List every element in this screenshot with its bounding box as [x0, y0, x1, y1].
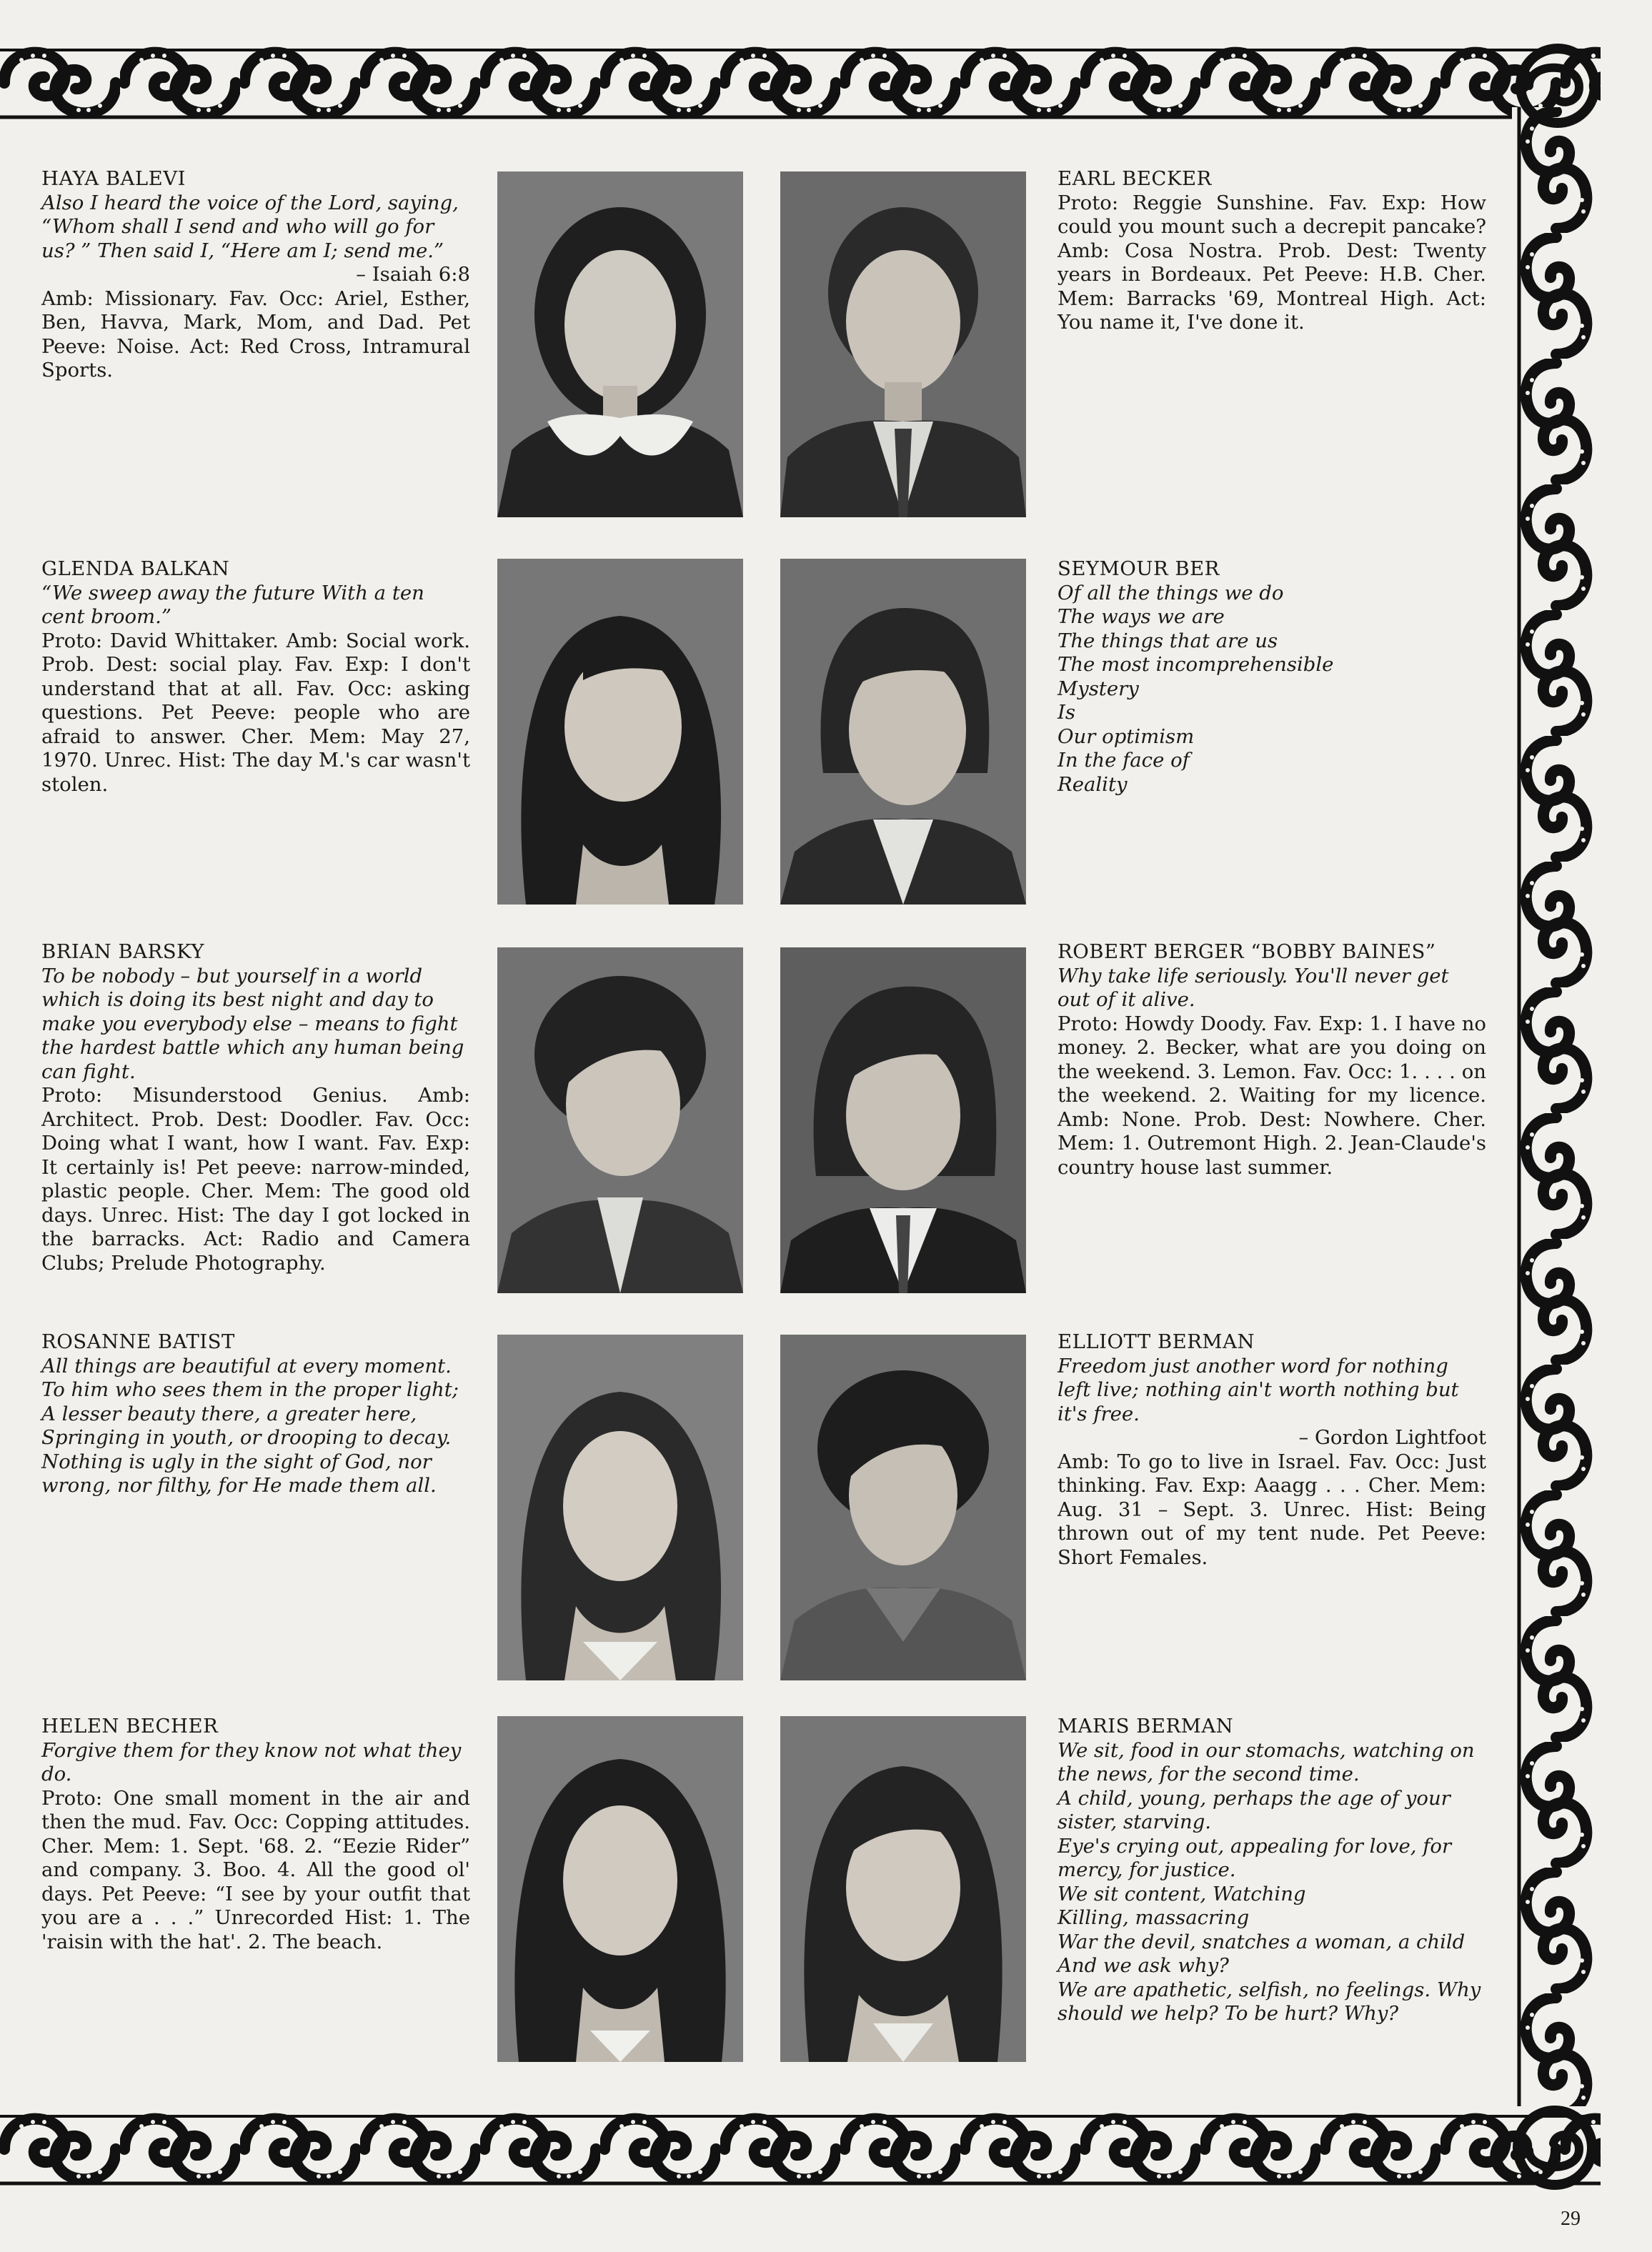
student-details: Amb: To go to live in Israel. Fav. Occ: Just thinking. Fav. Exp: Aaagg . . . Cher. Mem: Aug. 31 – Sept. 3. Unrec. Hist: Being thrown out of my tent nude. Pet Peeve: Short Females. [1058, 1450, 1486, 1569]
entry-helen-becher [41, 1715, 470, 1954]
entry-earl-becker [1058, 167, 1486, 335]
quote-line: And we ask why? [1058, 1954, 1229, 1977]
quote-line: Eye's crying out, appealing for love, for mercy, for justice. [1058, 1834, 1452, 1881]
student-quote: To be nobody – but yourself in a world which is doing its best night and day to make you everybody else – means to fight the hardest battle which any human being can fight. [41, 964, 464, 1083]
entry-rosanne-batist [41, 1330, 470, 1498]
student-name: ROBERT BERGER “BOBBY BAINES” [1058, 940, 1436, 963]
student-name: ELLIOTT BERMAN [1058, 1330, 1255, 1353]
ornamental-border-top [0, 40, 1601, 126]
quote-line: Reality [1058, 772, 1128, 796]
student-quote: Also I heard the voice of the Lord, saying, “Whom shall I send and who will go for us? ” Then said I, “Here am I; send me.” [41, 191, 459, 262]
entry-seymour-ber [1058, 557, 1486, 797]
student-name: GLENDA BALKAN [41, 557, 230, 580]
student-quote: Forgive them for they know not what they do. [41, 1738, 462, 1785]
quote-attribution: – Gordon Lightfoot [1298, 1426, 1486, 1449]
student-details: Proto: Misunderstood Genius. Amb: Architect. Prob. Dest: Doodler. Fav. Occ: Doing what I want, how I want. Fav. Exp: It certainly is! Pet peeve: narrow-minded, plastic people. Cher. Mem: The good old days. Unrec. Hist: The day I got locked in the barracks. Act: Radio and Camera Clubs; Prelude Photography. [41, 1084, 470, 1275]
portrait-photo [497, 559, 743, 905]
student-name: EARL BECKER [1058, 167, 1212, 190]
student-quote [1058, 1739, 1486, 2026]
entry-maris-berman [1058, 1715, 1486, 2026]
entry-glenda-balkan [41, 557, 470, 797]
student-name: SEYMOUR BER [1058, 557, 1220, 580]
entry-haya-balevi [41, 167, 470, 383]
student-quote: Freedom just another word for nothing left live; nothing ain't worth nothing but it's free. [1058, 1354, 1459, 1425]
corner-flourish-top-right [1501, 36, 1608, 143]
portrait-photo [780, 559, 1026, 905]
student-details: Amb: Missionary. Fav. Occ: Ariel, Esther, Ben, Havva, Mark, Mom, and Dad. Pet Peeve: Noise. Act: Red Cross, Intramural Sports. [41, 287, 470, 382]
student-details: Proto: One small moment in the air and then the mud. Fav. Occ: Copping attitudes. Cher. Mem: 1. Sept. '68. 2. “Eezie Rider” and company. 3. Boo. 4. All the good ol' days. Pet Peeve: “I see by your outfit that you are a . . .” Unrecorded Hist: 1. The 'raisin with the hat'. 2. The beach. [41, 1786, 470, 1953]
quote-line: The ways we are [1058, 605, 1225, 628]
quote-line: Killing, massacring [1058, 1906, 1250, 1929]
student-name: HAYA BALEVI [41, 167, 186, 190]
ornamental-border-right [1512, 107, 1601, 2122]
quote-line: We sit content, Watching [1058, 1882, 1306, 1905]
student-quote: “We sweep away the future With a ten cent broom.” [41, 581, 424, 628]
portrait-photo [780, 171, 1026, 517]
portrait-photo [497, 947, 743, 1293]
quote-line: In the face of [1058, 749, 1190, 772]
ornamental-border-bottom [0, 2106, 1601, 2192]
quote-attribution: – Isaiah 6:8 [356, 263, 470, 286]
student-quote [1058, 582, 1486, 797]
entry-robert-berger [1058, 940, 1486, 1180]
quote-line: The things that are us [1058, 629, 1278, 652]
quote-line: War the devil, snatches a woman, a child [1058, 1930, 1466, 1953]
quote-line: Is [1058, 701, 1075, 724]
corner-flourish-bottom-right [1501, 2093, 1608, 2201]
student-name: HELEN BECHER [41, 1715, 219, 1738]
quote-line: Mystery [1058, 677, 1139, 700]
quote-line: Of all the things we do [1058, 581, 1284, 604]
portrait-photo [497, 1716, 743, 2062]
student-quote: Why take life seriously. You'll never get out of it alive. [1058, 964, 1449, 1011]
quote-line: We sit, food in our stomachs, watching on the news, for the second time. [1058, 1738, 1475, 1785]
student-quote: All things are beautiful at every moment. To him who sees them in the proper light; A lesser beauty there, a greater here, Springing in youth, or drooping to decay. Nothing is ugly in the sight of God, nor wrong, nor filthy, for He made them all. [41, 1354, 459, 1497]
portrait-photo [497, 171, 743, 517]
student-name: BRIAN BARSKY [41, 940, 205, 963]
portrait-photo [497, 1335, 743, 1680]
quote-line: A child, young, perhaps the age of your sister, starving. [1058, 1786, 1451, 1833]
student-details: Proto: David Whittaker. Amb: Social work. Prob. Dest: social play. Fav. Exp: I don't understand that at all. Fav. Occ: asking questions. Pet Peeve: people who are afraid to answer. Cher. Mem: May 27, 1970. Unrec. Hist: The day M.'s car wasn't stolen. [41, 629, 470, 796]
portrait-photo [780, 1335, 1026, 1680]
page-number: 29 [1561, 2208, 1581, 2230]
portrait-photo [780, 947, 1026, 1293]
student-details: Proto: Reggie Sunshine. Fav. Exp: How could you mount such a decrepit pancake? Amb: Cosa Nostra. Prob. Dest: Twenty years in Bordeaux. Pet Peeve: H.B. Cher. Mem: Barracks '69, Montreal High. Act: You name it, I've done it. [1058, 191, 1486, 334]
quote-line: Our optimism [1058, 724, 1195, 748]
portrait-photo [780, 1716, 1026, 2062]
quote-line: We are apathetic, selfish, no feelings. Why should we help? To be hurt? Why? [1058, 1978, 1481, 2025]
student-name: ROSANNE BATIST [41, 1330, 235, 1353]
entry-elliott-berman [1058, 1330, 1486, 1570]
entry-brian-barsky [41, 940, 470, 1275]
quote-line: The most incomprehensible [1058, 653, 1334, 676]
student-details: Proto: Howdy Doody. Fav. Exp: 1. I have no money. 2. Becker, what are you doing on the weekend. 3. Lemon. Fav. Occ: 1. . . . on the weekend. 2. Waiting for my licence. Amb: None. Prob. Dest: Nowhere. Cher. Mem: 1. Outremont High. 2. Jean-Claude's country house last summer. [1058, 1012, 1486, 1179]
student-name: MARIS BERMAN [1058, 1715, 1234, 1738]
